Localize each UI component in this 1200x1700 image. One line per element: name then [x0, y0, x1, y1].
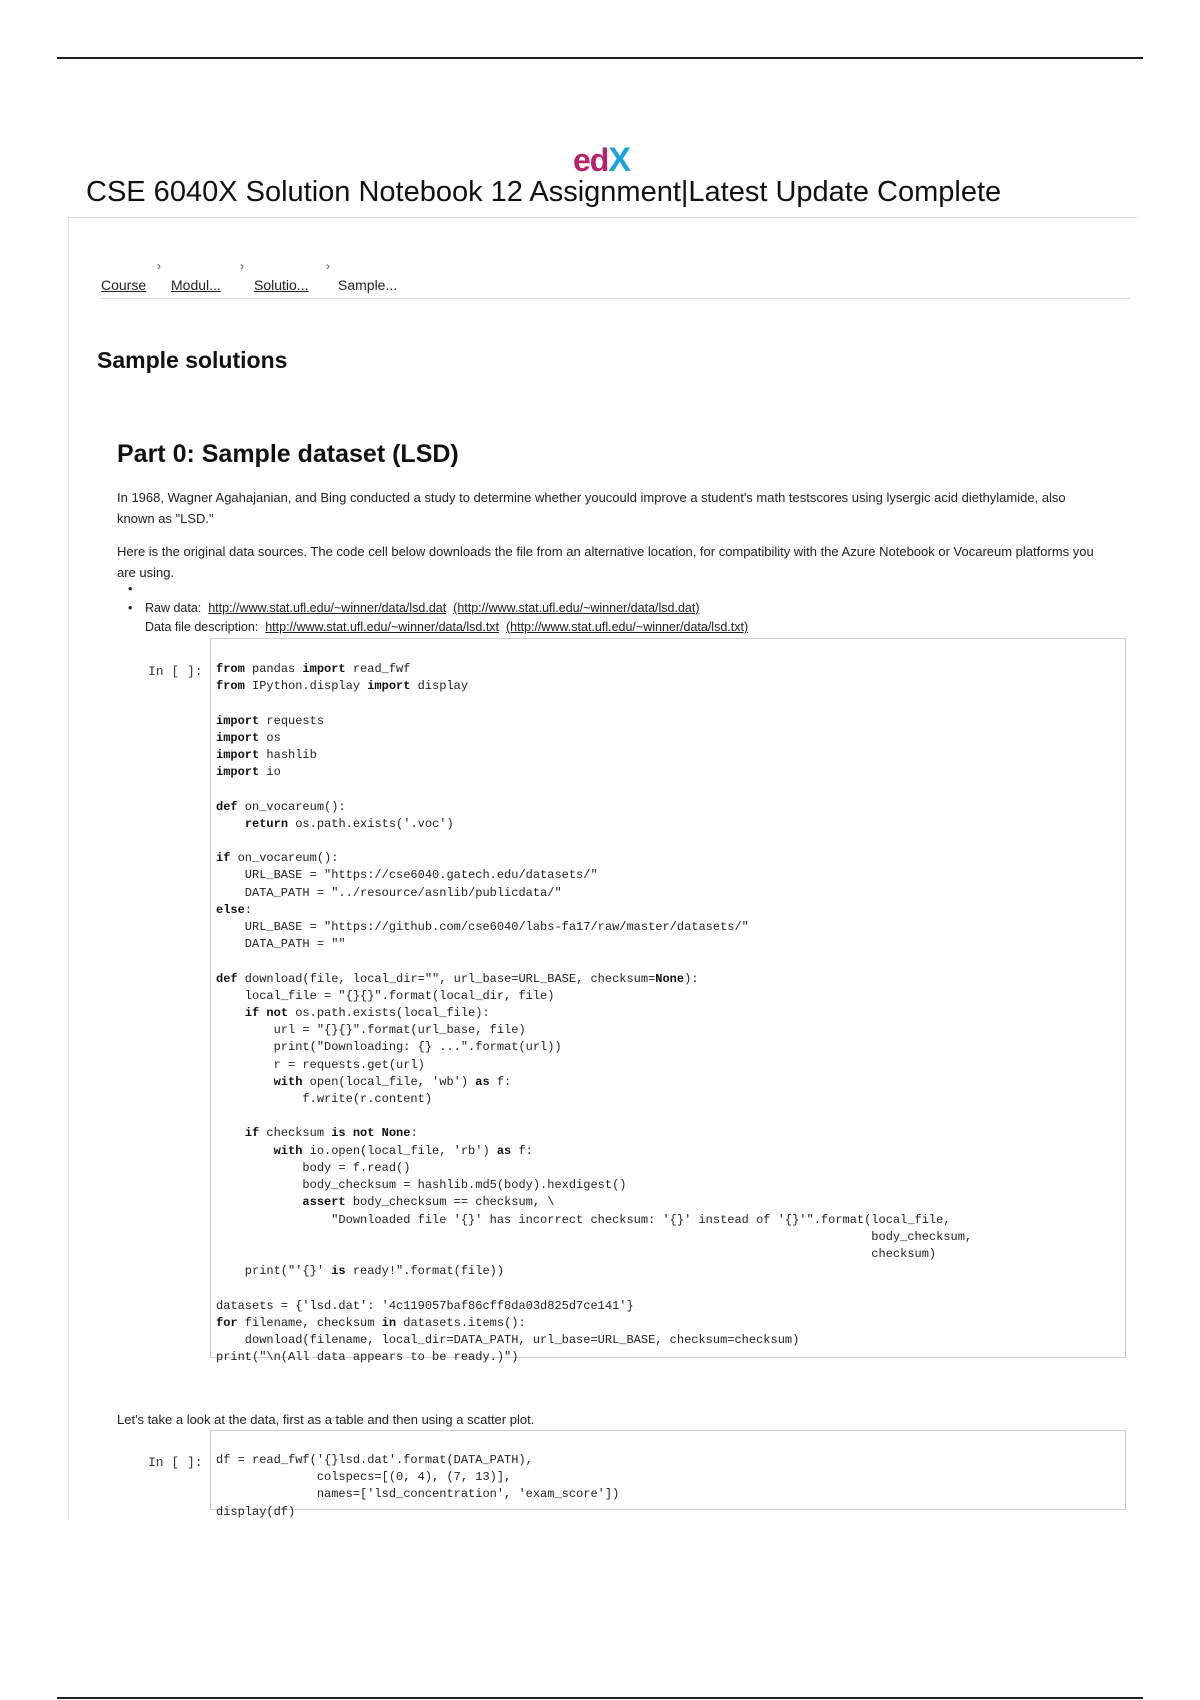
code-line: import io — [216, 765, 281, 780]
bottom-rule — [57, 1697, 1143, 1699]
top-rule — [57, 57, 1143, 59]
breadcrumb-module-link[interactable]: Modul... — [171, 277, 221, 293]
description-link[interactable]: http://www.stat.ufl.edu/~winner/data/lsd.txt — [265, 620, 500, 634]
raw-data-link[interactable]: http://www.stat.ufl.edu/~winner/data/lsd.dat — [208, 601, 447, 615]
code-line: import hashlib — [216, 748, 317, 763]
code-block — [216, 661, 972, 1366]
code-line: with open(local_file, 'wb') as f: — [273, 1074, 512, 1089]
code-line: local_file = "{}{}".format(local_dir, file) — [216, 988, 555, 1003]
code-line: print("Downloading: {} ...".format(url)) — [216, 1040, 562, 1055]
breadcrumb-separator-icon: › — [240, 259, 244, 273]
code-line: def on_vocareum(): — [216, 799, 346, 814]
document-title: CSE 6040X Solution Notebook 12 Assignment|Latest Update Complete — [86, 176, 1002, 208]
code-line: return os.path.exists('.voc') — [244, 816, 454, 831]
code-line: assert body_checksum == checksum, \ — [302, 1195, 555, 1210]
code-line: colspecs=[(0, 4), (7, 13)], — [216, 1470, 512, 1485]
description-link-url[interactable]: (http://www.stat.ufl.edu/~winner/data/lsd.txt) — [505, 620, 749, 634]
code-line: names=['lsd_concentration', 'exam_score']) — [216, 1487, 620, 1502]
code-line: for filename, checksum in datasets.items(): — [216, 1315, 526, 1330]
breadcrumb-current: Sample... — [338, 277, 398, 293]
part-title: Part 0: Sample dataset (LSD) — [117, 440, 459, 468]
code-line: display(df) — [216, 1504, 296, 1519]
edx-logo: edX — [573, 141, 631, 179]
cell-prompt: In [ ]: — [148, 664, 203, 679]
code-line: DATA_PATH = "" — [216, 937, 346, 952]
code-line: r = requests.get(url) — [216, 1057, 425, 1072]
raw-data-label: Raw data: — [145, 601, 202, 615]
breadcrumb-separator-icon: › — [157, 259, 161, 273]
bullet-icon: • — [128, 582, 133, 596]
list-item — [128, 599, 748, 618]
code-line: def download(file, local_dir="", url_base=URL_BASE, checksum=None): — [216, 971, 699, 986]
closing-paragraph: Let's take a look at the data, first as a table and then using a scatter plot. — [117, 1412, 535, 1427]
breadcrumb-course-link[interactable]: Course — [101, 277, 147, 293]
list-item — [128, 580, 748, 599]
code-line: print("'{}' is ready!".format(file)) — [216, 1264, 505, 1279]
code-line: from IPython.display import display — [216, 679, 469, 694]
code-line: else: — [216, 902, 253, 917]
code-line: import requests — [216, 713, 325, 728]
code-line: body_checksum = hashlib.md5(body).hexdigest() — [216, 1178, 627, 1193]
code-line: print("\n(All data appears to be ready.)") — [216, 1350, 519, 1365]
code-line: url = "{}{}".format(url_base, file) — [216, 1023, 526, 1038]
intro-paragraph: In 1968, Wagner Agahajanian, and Bing conducted a study to determine whether youcould improve a student's math testscores using lysergic acid diethylamide, also known as "LSD." — [117, 490, 1066, 526]
code-block — [216, 1452, 619, 1521]
code-line: download(filename, local_dir=DATA_PATH, url_base=URL_BASE, checksum=checksum) — [216, 1332, 800, 1347]
code-line: if on_vocareum(): — [216, 851, 339, 866]
section-title: Sample solutions — [97, 347, 288, 373]
sources-list — [128, 580, 748, 637]
raw-data-link-url[interactable]: (http://www.stat.ufl.edu/~winner/data/lsd.dat) — [453, 601, 700, 615]
code-line: URL_BASE = "https://cse6040.gatech.edu/datasets/" — [216, 868, 598, 883]
breadcrumb-separator-icon: › — [326, 259, 330, 273]
sources-paragraph: Here is the original data sources. The code cell below downloads the file from an alternative location, for compatibility with the Azure Notebook or Vocareum platforms you are using. — [117, 544, 1094, 580]
code-line: body = f.read() — [216, 1160, 411, 1175]
description-label: Data file description: — [145, 620, 259, 634]
breadcrumb — [100, 254, 1130, 299]
code-line: if not os.path.exists(local_file): — [244, 1006, 490, 1021]
code-line: "Downloaded file '{}' has incorrect checksum: '{}' instead of '{}'".format(local_file, — [216, 1212, 951, 1227]
code-line: URL_BASE = "https://github.com/cse6040/labs-fa17/raw/master/datasets/" — [216, 920, 749, 935]
code-line: datasets = {'lsd.dat': '4c119057baf86cff8da03d825d7ce141'} — [216, 1298, 634, 1313]
code-line: if checksum is not None: — [244, 1126, 418, 1141]
code-line: from pandas import read_fwf — [216, 662, 411, 676]
list-item — [128, 618, 748, 637]
bullet-icon: • — [128, 601, 133, 615]
code-line: body_checksum, — [216, 1229, 973, 1244]
code-line: import os — [216, 730, 281, 745]
code-line: DATA_PATH = "../resource/asnlib/publicdata/" — [216, 885, 562, 900]
code-line: df = read_fwf('{}lsd.dat'.format(DATA_PATH), — [216, 1453, 533, 1467]
code-line: f.write(r.content) — [216, 1092, 433, 1107]
breadcrumb-solutions-link[interactable]: Solutio... — [254, 277, 309, 293]
code-line: checksum) — [216, 1246, 937, 1261]
cell-prompt: In [ ]: — [148, 1455, 203, 1470]
code-line: with io.open(local_file, 'rb') as f: — [273, 1143, 533, 1158]
